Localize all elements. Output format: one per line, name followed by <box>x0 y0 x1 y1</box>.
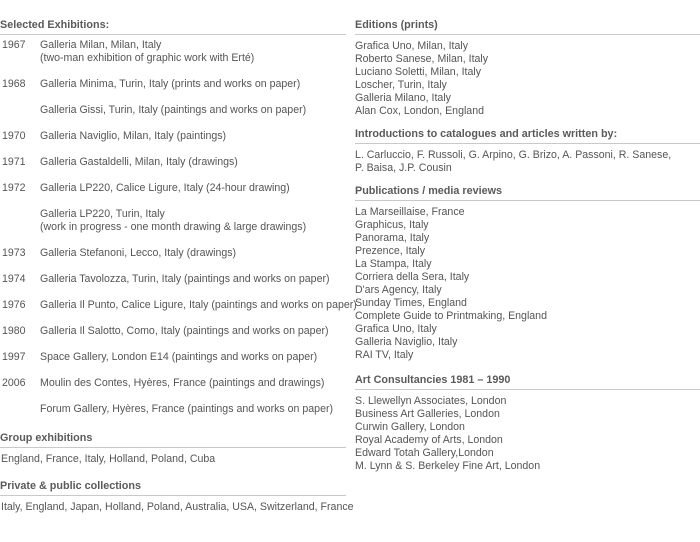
publication-item: Grafica Uno, Italy <box>355 323 437 335</box>
exhibition-entry <box>0 377 346 390</box>
exhibition-entry <box>0 156 346 169</box>
exhibition-entry <box>0 78 346 91</box>
exhibition-year: 1980 <box>2 325 26 337</box>
edition-item: Alan Cox, London, England <box>355 105 484 117</box>
publication-item: La Marseillaise, France <box>355 206 465 218</box>
exhibition-entry <box>0 104 346 117</box>
publication-item: RAI TV, Italy <box>355 349 414 361</box>
exhibition-year: 1972 <box>2 182 26 194</box>
exhibition-entry <box>0 130 346 143</box>
left-column <box>0 0 357 514</box>
edition-item: Galleria Milano, Italy <box>355 92 451 104</box>
collections-text: Italy, England, Japan, Holland, Poland, Australia, USA, Switzerland, France <box>1 501 354 513</box>
exhibition-entry <box>0 273 346 286</box>
publication-item: D'ars Agency, Italy <box>355 284 442 296</box>
consultancy-item: S. Llewellyn Associates, London <box>355 395 507 407</box>
exhibition-entry <box>0 39 346 65</box>
exhibition-year: 1967 <box>2 39 26 51</box>
edition-item: Loscher, Turin, Italy <box>355 79 447 91</box>
selected-exhibitions-heading: Selected Exhibitions: <box>0 16 346 35</box>
exhibition-text: Galleria Minima, Turin, Italy (prints and works on paper) <box>40 78 301 90</box>
exhibition-text: (two-man exhibition of graphic work with Erté) <box>40 52 255 64</box>
exhibition-entry <box>0 325 346 338</box>
publication-item: La Stampa, Italy <box>355 258 432 270</box>
exhibition-year <box>2 403 38 416</box>
editions-list <box>355 40 700 118</box>
editions-heading: Editions (prints) <box>355 16 700 35</box>
edition-item: Grafica Uno, Milan, Italy <box>355 40 469 52</box>
exhibition-entry <box>0 351 346 364</box>
exhibition-text: Moulin des Contes, Hyères, France (paintings and drawings) <box>40 377 325 389</box>
introductions-heading: Introductions to catalogues and articles written by: <box>355 125 700 144</box>
exhibition-year: 1971 <box>2 156 26 168</box>
exhibition-text: Galleria Tavolozza, Turin, Italy (paintings and works on paper) <box>40 273 330 285</box>
edition-item: Roberto Sanese, Milan, Italy <box>355 53 489 65</box>
consultancy-item: Royal Academy of Arts, London <box>355 434 503 446</box>
consultancy-item: Curwin Gallery, London <box>355 421 465 433</box>
exhibition-year <box>2 104 38 117</box>
publication-item: Prezence, Italy <box>355 245 426 257</box>
exhibition-text: Galleria Il Punto, Calice Ligure, Italy (paintings and works on paper) <box>40 299 357 311</box>
exhibition-text: Forum Gallery, Hyères, France (paintings and works on paper) <box>40 403 334 415</box>
collections-heading: Private & public collections <box>0 477 346 496</box>
exhibition-entry <box>0 208 346 234</box>
exhibition-text: (work in progress - one month drawing & large drawings) <box>40 221 307 233</box>
exhibition-text: Galleria Naviglio, Milan, Italy (paintings) <box>40 130 227 142</box>
exhibition-year: 1973 <box>2 247 26 259</box>
exhibition-text: Galleria Milan, Milan, Italy <box>40 39 162 51</box>
publication-item: Complete Guide to Printmaking, England <box>355 310 547 322</box>
exhibition-entry <box>0 403 346 416</box>
introduction-line: P. Baisa, J.P. Cousin <box>355 162 452 174</box>
introductions-list <box>355 149 700 175</box>
edition-item: Luciano Soletti, Milan, Italy <box>355 66 482 78</box>
exhibition-text: Space Gallery, London E14 (paintings and works on paper) <box>40 351 318 363</box>
publications-list <box>355 206 700 362</box>
exhibition-text: Galleria Gissi, Turin, Italy (paintings and works on paper) <box>40 104 307 116</box>
exhibition-text: Galleria Gastaldelli, Milan, Italy (drawings) <box>40 156 238 168</box>
consultancies-list <box>355 395 700 473</box>
publications-heading: Publications / media reviews <box>355 182 700 201</box>
exhibitions-list <box>0 39 357 416</box>
exhibition-text: Galleria LP220, Calice Ligure, Italy (24-hour drawing) <box>40 182 290 194</box>
introduction-line: L. Carluccio, F. Russoli, G. Arpino, G. Brizo, A. Passoni, R. Sanese, <box>355 149 672 161</box>
exhibition-entry <box>0 299 357 312</box>
exhibition-text: Galleria Il Salotto, Como, Italy (paintings and works on paper) <box>40 325 329 337</box>
consultancies-heading: Art Consultancies 1981 – 1990 <box>355 371 700 390</box>
exhibition-year: 1976 <box>2 299 26 311</box>
publication-item: Corriera della Sera, Italy <box>355 271 470 283</box>
publication-item: Graphicus, Italy <box>355 219 429 231</box>
publication-item: Panorama, Italy <box>355 232 430 244</box>
group-exhibitions-text: England, France, Italy, Holland, Poland, Cuba <box>1 453 216 465</box>
publication-item: Galleria Naviglio, Italy <box>355 336 458 348</box>
exhibition-year <box>2 208 38 221</box>
consultancy-item: Business Art Galleries, London <box>355 408 500 420</box>
exhibition-year: 1968 <box>2 78 26 90</box>
exhibition-year: 2006 <box>2 377 26 389</box>
exhibition-entry <box>0 182 346 195</box>
right-column <box>355 0 700 473</box>
exhibition-text: Galleria LP220, Turin, Italy <box>40 208 165 220</box>
exhibition-year: 1970 <box>2 130 26 142</box>
group-exhibitions-heading: Group exhibitions <box>0 429 346 448</box>
consultancy-item: M. Lynn & S. Berkeley Fine Art, London <box>355 460 541 472</box>
exhibition-year: 1997 <box>2 351 26 363</box>
exhibition-text: Galleria Stefanoni, Lecco, Italy (drawings) <box>40 247 237 259</box>
exhibition-entry <box>0 247 346 260</box>
consultancy-item: Edward Totah Gallery,London <box>355 447 494 459</box>
exhibition-year: 1974 <box>2 273 26 285</box>
publication-item: Sunday Times, England <box>355 297 467 309</box>
